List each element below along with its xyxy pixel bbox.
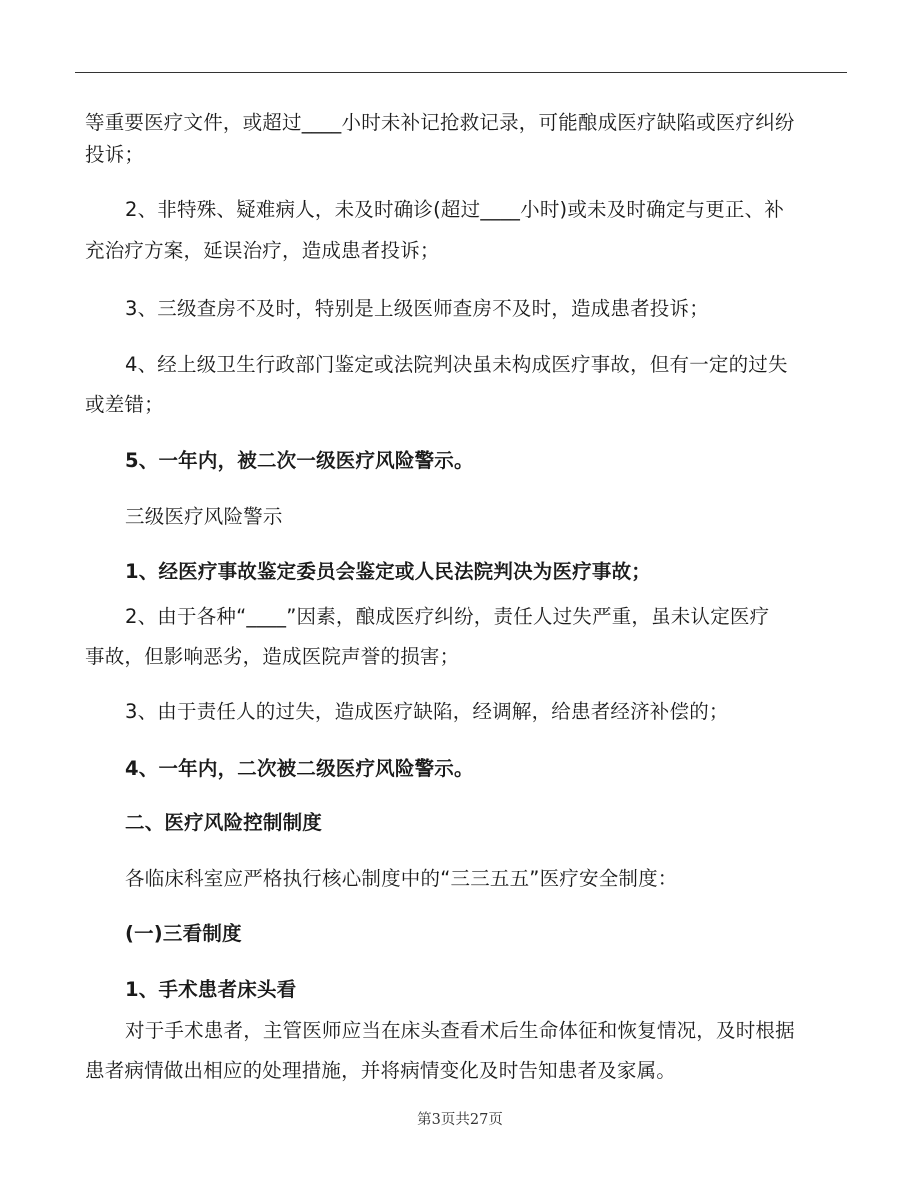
paragraph-line: 对于手术患者，主管医师应当在床头查看术后生命体征和恢复情况，及时根据 — [125, 1019, 795, 1042]
paragraph-line: 事故，但影响恶劣，造成医院声誉的损害； — [85, 645, 460, 668]
paragraph-line: 等重要医疗文件，或超过____小时未补记抢救记录，可能酿成医疗缺陷或医疗纠纷 — [85, 111, 795, 134]
paragraph-line: 或差错； — [85, 393, 164, 416]
paragraph-line: 3、三级查房不及时，特别是上级医师查房不及时，造成患者投诉； — [125, 297, 709, 320]
paragraph-line: 充治疗方案，延误治疗，造成患者投诉； — [85, 239, 440, 262]
paragraph-line: 3、由于责任人的过失，造成医疗缺陷，经调解，给患者经济补偿的； — [125, 700, 729, 723]
paragraph-line: 2、由于各种“____”因素，酿成医疗纠纷，责任人过失严重，虽未认定医疗 — [125, 605, 770, 628]
paragraph-line: 投诉； — [85, 143, 145, 166]
paragraph-line: (一)三看制度 — [125, 922, 242, 945]
paragraph-line: 2、非特殊、疑难病人，未及时确诊(超过____小时)或未及时确定与更正、补 — [125, 198, 785, 221]
paragraph-line: 三级医疗风险警示 — [125, 505, 283, 528]
paragraph-line: 4、一年内，二次被二级医疗风险警示。 — [125, 757, 474, 780]
paragraph-line: 5、一年内，被二次一级医疗风险警示。 — [125, 449, 474, 472]
paragraph-line: 1、经医疗事故鉴定委员会鉴定或人民法院判决为医疗事故； — [125, 560, 651, 583]
paragraph-line: 各临床科室应严格执行核心制度中的“三三五五”医疗安全制度： — [125, 867, 678, 890]
paragraph-line: 患者病情做出相应的处理措施，并将病情变化及时告知患者及家属。 — [85, 1059, 677, 1082]
paragraph-line: 4、经上级卫生行政部门鉴定或法院判决虽未构成医疗事故，但有一定的过失 — [125, 353, 788, 376]
page-footer: 第3页共27页 — [417, 1112, 503, 1128]
paragraph-line: 1、手术患者床头看 — [125, 978, 297, 1001]
header-rule — [75, 72, 847, 73]
paragraph-line: 二、医疗风险控制制度 — [125, 811, 323, 834]
